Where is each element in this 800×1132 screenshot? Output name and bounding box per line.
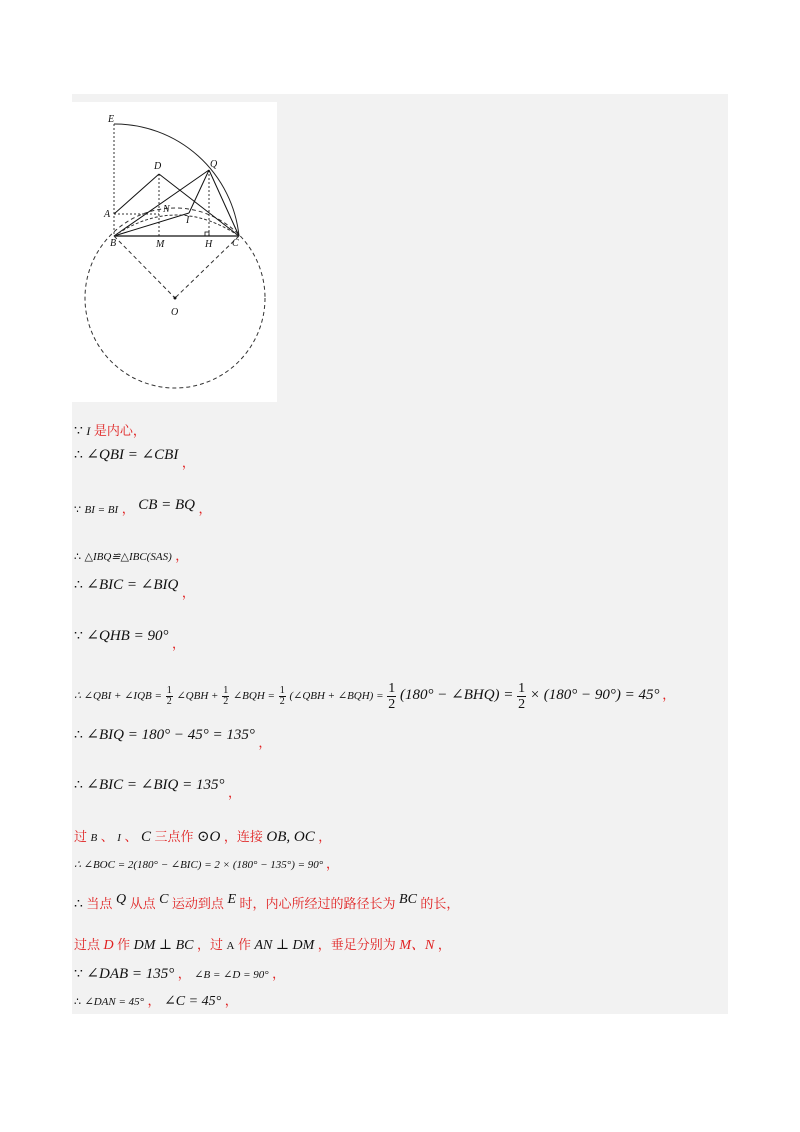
geometry-diagram <box>72 102 277 402</box>
line-7 <box>74 681 675 712</box>
comma: ， <box>325 857 339 872</box>
text: 、 <box>124 830 138 845</box>
fraction-half <box>166 686 173 707</box>
arc-ec <box>114 124 239 236</box>
comma: ， <box>224 994 238 1009</box>
line-2 <box>74 446 195 471</box>
segment-bi <box>114 213 189 236</box>
line-6 <box>74 627 185 652</box>
line-3 <box>74 497 212 519</box>
separator: ， <box>147 994 161 1009</box>
segment-dc <box>159 174 239 236</box>
fraction-half <box>517 681 526 712</box>
therefore-symbol: ∴ <box>74 578 83 593</box>
text: 作 <box>237 938 251 953</box>
segment-qc <box>209 170 239 236</box>
because-symbol: ∵ <box>74 424 83 439</box>
therefore-symbol: ∴ <box>74 897 83 912</box>
point-label: D <box>103 938 114 953</box>
text: ，垂足分别为 <box>317 938 396 953</box>
line-text: 是内心， <box>93 424 146 439</box>
equation: ∠BIQ = 180° − 45° = 135° <box>86 727 255 743</box>
label-m: M <box>156 239 165 250</box>
line-10 <box>74 828 331 847</box>
label-q: Q <box>210 159 218 170</box>
therefore-symbol: ∴ <box>74 728 83 743</box>
text: 当点 <box>86 897 113 912</box>
text: 时，内心所经过的路径长为 <box>239 897 396 912</box>
segment-labels: OB, OC <box>266 829 315 845</box>
comma: ， <box>181 586 195 601</box>
therefore-symbol: ∴ <box>74 778 83 793</box>
text: 过点 <box>74 938 101 953</box>
fraction-numerator: 1 <box>279 685 285 696</box>
point-label: Q <box>115 892 127 907</box>
therefore-symbol: ∴ <box>74 551 81 563</box>
text: 运动到点 <box>171 897 224 912</box>
segment-ad <box>114 174 159 214</box>
fraction-denominator: 2 <box>279 696 285 707</box>
text: ，连接 <box>223 830 263 845</box>
text: 、 <box>100 830 114 845</box>
equation: △IBQ≌△IBC(SAS) <box>84 551 172 563</box>
equation-part: ∴ ∠QBI + ∠IQB = <box>74 690 162 703</box>
fraction-denominator: 2 <box>388 697 396 712</box>
therefore-symbol: ∴ <box>74 448 83 463</box>
equation-part: ∠BQH = <box>232 690 275 703</box>
equation: ∠DAN = 45° <box>84 996 145 1008</box>
point-o <box>174 297 177 300</box>
equation: ∴ ∠BOC = 2(180° − ∠BIC) = 2 × (180° − 135°) = 90° <box>74 859 324 871</box>
equation: ∠B = ∠D = 90° <box>194 969 269 981</box>
line-13 <box>74 937 451 955</box>
fraction-numerator: 1 <box>388 681 396 696</box>
point-label: E <box>227 892 236 907</box>
label-a: A <box>104 209 111 220</box>
text: 三点作 <box>154 830 194 845</box>
equation-part: (180° − ∠BHQ) = <box>400 687 514 704</box>
equation: ∠BIC = ∠BIQ = 135° <box>86 777 225 793</box>
because-symbol: ∵ <box>74 504 81 516</box>
point-label: I <box>117 832 121 844</box>
equation: ∠QHB = 90° <box>86 628 169 644</box>
segment-bq <box>114 170 209 236</box>
separator: ， <box>121 502 135 517</box>
fraction-denominator: 2 <box>518 697 526 712</box>
line-8 <box>74 726 272 751</box>
label-e: E <box>108 114 115 125</box>
point-label: C <box>140 829 151 845</box>
line-15 <box>74 993 238 1011</box>
fraction-half <box>387 681 396 712</box>
equation-part: ∠QBH + <box>176 690 219 703</box>
equation: DM ⊥ BC <box>133 938 194 953</box>
fraction-half <box>222 686 229 707</box>
comma: ， <box>258 736 272 751</box>
text: 过 <box>74 830 88 845</box>
comma: ， <box>318 830 332 845</box>
label-i: I <box>186 215 190 226</box>
label-b: B <box>110 238 117 249</box>
comma: ， <box>198 502 212 517</box>
equation: CB = BQ <box>138 497 195 513</box>
point-label: I <box>86 424 91 438</box>
equation-part: × (180° − 90°) = 45° <box>529 687 660 704</box>
text: 的长， <box>420 897 460 912</box>
because-symbol: ∵ <box>74 629 83 644</box>
equation: ∠BIC = ∠BIQ <box>86 577 179 593</box>
comma: ， <box>181 456 195 471</box>
text: ，过 <box>196 938 223 953</box>
label-d: D <box>154 161 162 172</box>
line-9 <box>74 776 241 801</box>
therefore-symbol: ∴ <box>74 996 81 1008</box>
label-c: C <box>232 238 239 249</box>
comma: ， <box>662 688 676 704</box>
geometry-figure <box>72 102 277 402</box>
label-n: N <box>163 204 170 215</box>
separator: ， <box>177 967 191 982</box>
because-symbol: ∵ <box>74 967 83 982</box>
comma: ， <box>227 786 241 801</box>
fraction-numerator: 1 <box>166 685 172 696</box>
point-label: C <box>159 892 169 907</box>
arc-label: BC <box>399 892 417 907</box>
label-h: H <box>205 239 213 250</box>
comma: ， <box>171 637 185 652</box>
comma: ， <box>175 549 189 564</box>
circle-label: ⊙O <box>196 829 221 845</box>
label-o: O <box>171 307 179 318</box>
fraction-denominator: 2 <box>223 696 229 707</box>
line-12 <box>74 892 460 914</box>
fraction-denominator: 2 <box>166 696 172 707</box>
equation: AN ⊥ DM <box>254 938 315 953</box>
line-5 <box>74 576 195 601</box>
equation: ∠QBI = ∠CBI <box>86 447 179 463</box>
point-label: A <box>226 940 235 952</box>
comma: ， <box>272 967 286 982</box>
equation: ∠C = 45° <box>164 994 222 1009</box>
segment-ob <box>114 236 175 298</box>
equation: BI = BI <box>84 504 119 516</box>
line-14 <box>74 965 285 984</box>
text: 从点 <box>129 897 156 912</box>
point-labels: M、N <box>399 938 435 953</box>
fraction-numerator: 1 <box>223 685 229 696</box>
equation-part: (∠QBH + ∠BQH) = <box>289 690 384 703</box>
text: 作 <box>117 938 131 953</box>
point-label: B <box>90 832 98 844</box>
fraction-half <box>279 686 286 707</box>
text: ， <box>437 938 451 953</box>
equation: ∠DAB = 135° <box>86 966 175 982</box>
line-11 <box>74 856 339 874</box>
fraction-numerator: 1 <box>518 681 526 696</box>
line-1 <box>74 422 146 441</box>
line-4 <box>74 548 188 566</box>
